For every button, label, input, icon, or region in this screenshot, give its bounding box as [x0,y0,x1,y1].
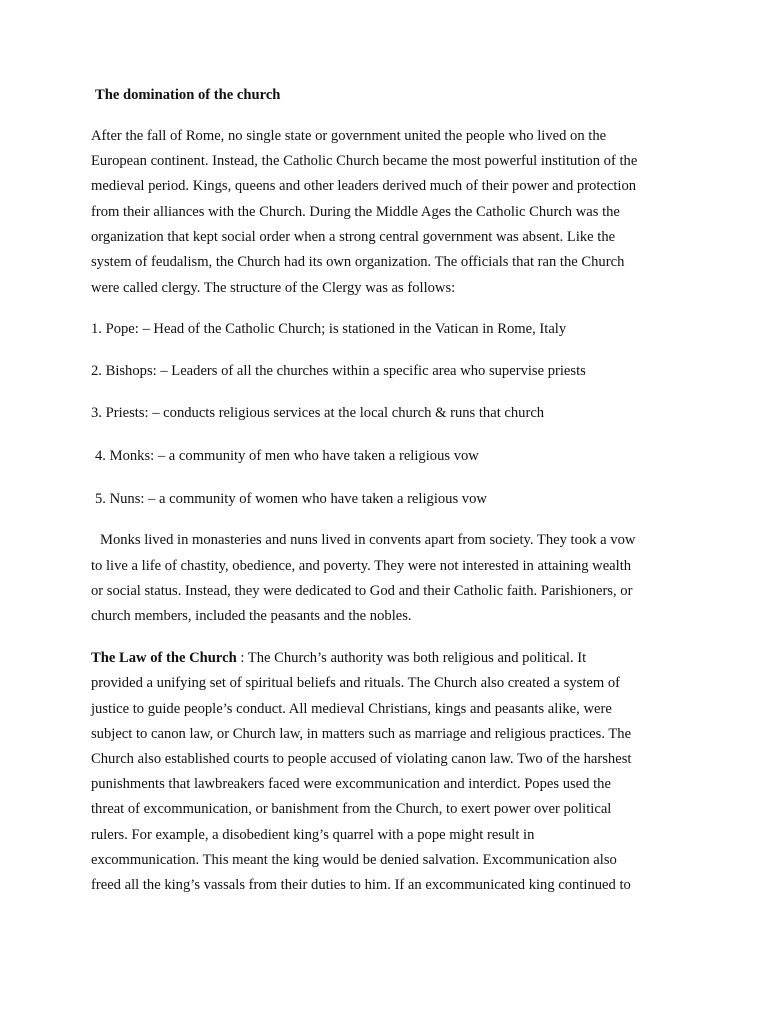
intro-line: European continent. Instead, the Catholic Church became the most powerful institution of the [91,153,638,169]
law-line: threat of excommunication, or banishment from the Church, to exert power over political [91,801,612,817]
law-first-line-text: : The Church’s authority was both religious and political. It [236,650,587,666]
law-line: Church also established courts to people accused of violating canon law. Two of the harshest [91,751,632,767]
intro-line: were called clergy. The structure of the Clergy was as follows: [91,280,456,296]
monks-line: Monks lived in monasteries and nuns lived in convents apart from society. They took a vow [100,532,636,548]
clergy-item-pope: 1. Pope: – Head of the Catholic Church; is stationed in the Vatican in Rome, Italy [91,321,567,337]
law-line: excommunication. This meant the king would be denied salvation. Excommunication also [91,852,617,868]
law-line: punishments that lawbreakers faced were excommunication and interdict. Popes used the [91,776,611,792]
monks-line: church members, included the peasants and the nobles. [91,608,412,624]
clergy-item-bishops: 2. Bishops: – Leaders of all the churches within a specific area who supervise priests [91,363,586,379]
monks-line: to live a life of chastity, obedience, and poverty. They were not interested in attaining wealth [91,558,632,574]
intro-line: from their alliances with the Church. During the Middle Ages the Catholic Church was the [91,204,620,220]
intro-line: organization that kept social order when a strong central government was absent. Like the [91,229,616,245]
law-line: justice to guide people’s conduct. All medieval Christians, kings and peasants alike, were [91,701,612,717]
law-first-line [91,649,586,667]
law-heading: The Law of the Church [91,650,237,666]
law-line: freed all the king’s vassals from their duties to him. If an excommunicated king continued to [91,877,631,893]
law-line: rulers. For example, a disobedient king’s quarrel with a pope might result in [91,827,535,843]
intro-line: medieval period. Kings, queens and other leaders derived much of their power and protection [91,178,637,194]
document-title: The domination of the church [95,87,281,103]
clergy-item-priests: 3. Priests: – conducts religious services at the local church & runs that church [91,405,545,421]
clergy-item-monks: 4. Monks: – a community of men who have taken a religious vow [95,448,479,464]
intro-line: system of feudalism, the Church had its own organization. The officials that ran the Church [91,254,625,270]
clergy-item-nuns: 5. Nuns: – a community of women who have taken a religious vow [95,491,487,507]
intro-line: After the fall of Rome, no single state or government united the people who lived on the [91,128,607,144]
law-line: provided a unifying set of spiritual beliefs and rituals. The Church also created a system of [91,675,621,691]
monks-line: or social status. Instead, they were dedicated to God and their Catholic faith. Parishioners, or [91,583,633,599]
law-line: subject to canon law, or Church law, in matters such as marriage and religious practices. The [91,726,632,742]
